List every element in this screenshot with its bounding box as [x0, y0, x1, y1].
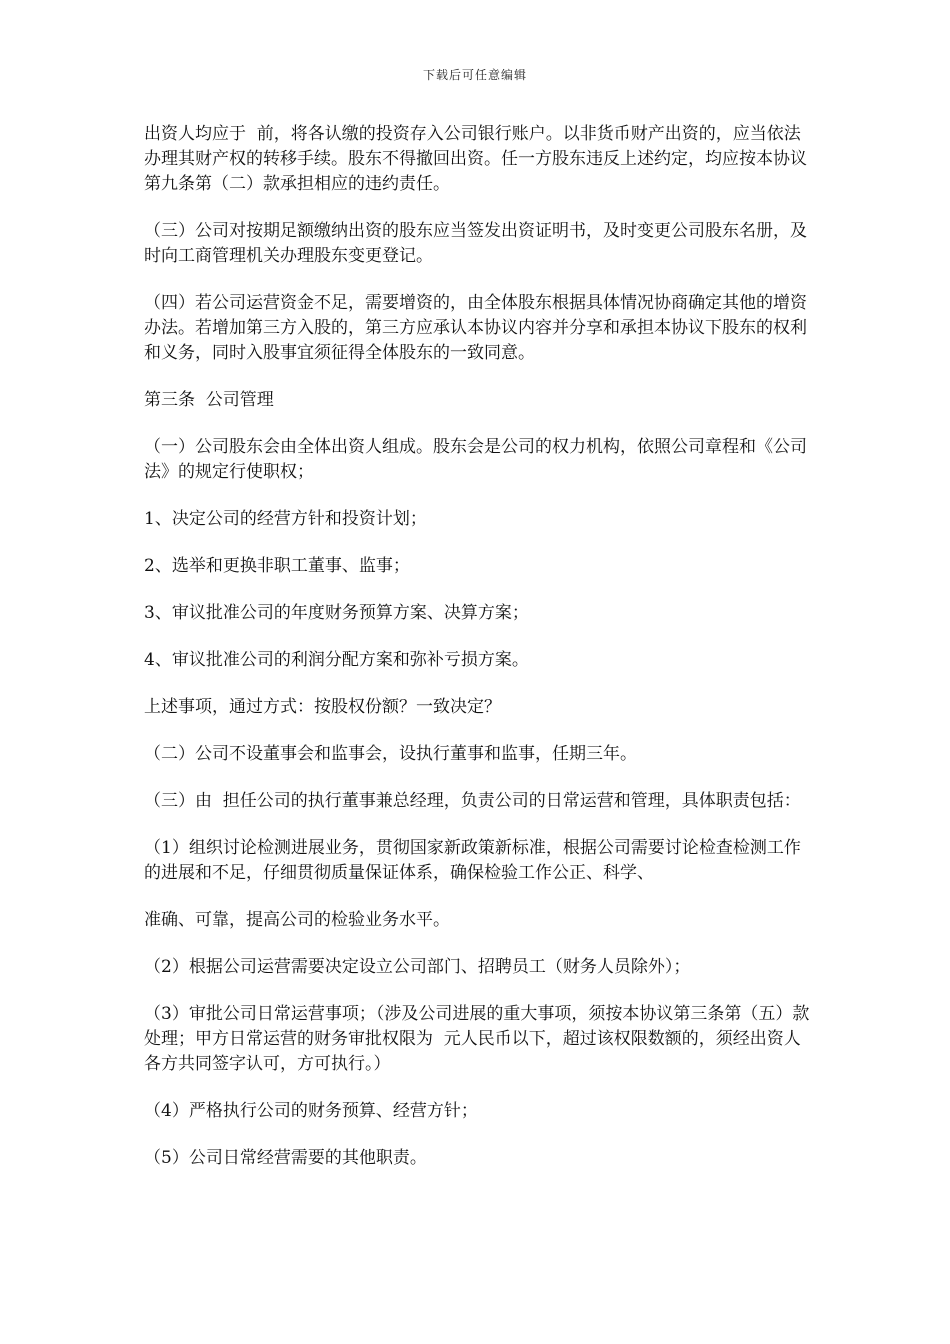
list-item-4: 4、审议批准公司的利润分配方案和弥补亏损方案。: [144, 650, 529, 670]
duty-item-2: （2）根据公司运营需要决定设立公司部门、招聘员工（财务人员除外）；: [144, 957, 691, 977]
list-item-2: 2、选举和更换非职工董事、监事；: [144, 556, 410, 576]
duty-item-4: （4）严格执行公司的财务预算、经营方针；: [144, 1101, 478, 1121]
page-header: 下载后可任意编辑: [422, 68, 527, 82]
paragraph-capital-certificate: （三）公司对按期足额缴纳出资的股东应当签发出资证明书，及时变更公司股东名册，及时向工商管理机关办理股东变更登记。: [144, 221, 807, 266]
duty-item-1: （1）组织讨论检测进展业务，贯彻国家新政策新标准，根据公司需要讨论检查检测工作的进展和不足，仔细贯彻质量保证体系，确保检验工作公正、科学、: [144, 838, 801, 883]
list-item-3: 3、审议批准公司的年度财务预算方案、决算方案；: [144, 603, 529, 623]
paragraph-capital-contribution: 出资人均应于 前，将各认缴的投资存入公司银行账户。以非货币财产出资的，应当依法办理其财产权的转移手续。股东不得撤回出资。任一方股东违反上述约定，均应按本协议第九条第（二）款承担相应的违约责任。: [144, 124, 807, 194]
list-item-1: 1、决定公司的经营方针和投资计划；: [144, 509, 427, 529]
paragraph-executive-director: （三）由 担任公司的执行董事兼总经理，负责公司的日常运营和管理，具体职责包括：: [144, 791, 801, 811]
duty-item-1-continued: 准确、可靠，提高公司的检验业务水平。: [144, 910, 450, 930]
paragraph-voting-method: 上述事项，通过方式：按股权份额？一致决定？: [144, 697, 501, 717]
duty-item-5: （5）公司日常经营需要的其他职责。: [144, 1148, 427, 1168]
paragraph-shareholders-meeting: （一）公司股东会由全体出资人组成。股东会是公司的权力机构，依照公司章程和《公司法》的规定行使职权；: [144, 437, 807, 482]
paragraph-board-structure: （二）公司不设董事会和监事会，设执行董事和监事，任期三年。: [144, 744, 637, 764]
document-body: [144, 122, 814, 1193]
section-title-company-management: 第三条 公司管理: [144, 390, 274, 410]
duty-item-3: （3）审批公司日常运营事项；（涉及公司进展的重大事项，须按本协议第三条第（五）款处理；甲方日常运营的财务审批权限为 元人民币以下，超过该权限数额的，须经出资人各方共同签字认可，方可执行。）: [144, 1004, 810, 1074]
paragraph-capital-increase: （四）若公司运营资金不足，需要增资的，由全体股东根据具体情况协商确定其他的增资办法。若增加第三方入股的，第三方应承认本协议内容并分享和承担本协议下股东的权利和义务，同时入股事宜须征得全体股东的一致同意。: [144, 293, 807, 363]
